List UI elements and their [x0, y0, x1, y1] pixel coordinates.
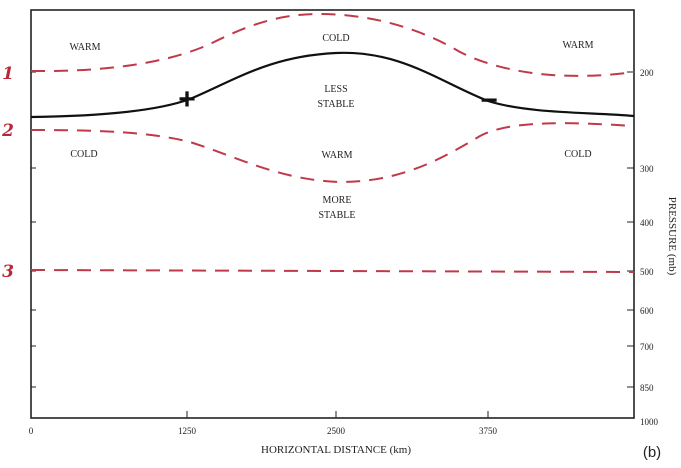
dashed-isotherm-lower: [31, 270, 634, 272]
handwritten-number-2: 2: [2, 121, 14, 141]
y-tick-label-400: 400: [640, 218, 654, 228]
y-tick-label-850: 850: [640, 383, 654, 393]
y-axis-ticks: [627, 72, 634, 387]
x-tick-label-3750: 3750: [479, 426, 497, 436]
y-tick-label-600: 600: [640, 306, 654, 316]
y-tick-label-200: 200: [640, 68, 654, 78]
label-warm-left-top: WARM: [69, 42, 101, 53]
panel-label: (b): [642, 444, 662, 461]
label-cold-right: COLD: [564, 149, 592, 160]
label-more: MORE: [322, 195, 352, 206]
x-axis-title: HORIZONTAL DISTANCE (km): [261, 444, 411, 456]
handwritten-number-1: 1: [2, 64, 14, 84]
label-warm-right-top: WARM: [562, 40, 594, 51]
y-tick-label-300: 300: [640, 164, 654, 174]
label-warm-mid: WARM: [321, 150, 353, 161]
handwritten-number-3: 3: [2, 262, 14, 282]
y-axis-title: PRESSURE (mb): [666, 196, 678, 276]
label-less: LESS: [324, 84, 348, 95]
y-tick-label-700: 700: [640, 342, 654, 352]
x-tick-label-1250: 1250: [178, 426, 196, 436]
plus-symbol: +: [178, 83, 196, 116]
label-more-stable: STABLE: [318, 210, 356, 221]
dashed-isotherm-upper: [31, 14, 634, 76]
y-tick-label-500: 500: [640, 267, 654, 277]
x-tick-label-0: 0: [28, 426, 34, 436]
x-axis-ticks: [31, 411, 634, 418]
x-tick-label-2500: 2500: [327, 426, 345, 436]
y-tick-label-1000: 1000: [640, 417, 658, 427]
label-cold-left: COLD: [70, 149, 98, 160]
minus-symbol: −: [480, 84, 498, 117]
label-less-stable: STABLE: [317, 99, 355, 110]
label-cold-top: COLD: [322, 33, 350, 44]
